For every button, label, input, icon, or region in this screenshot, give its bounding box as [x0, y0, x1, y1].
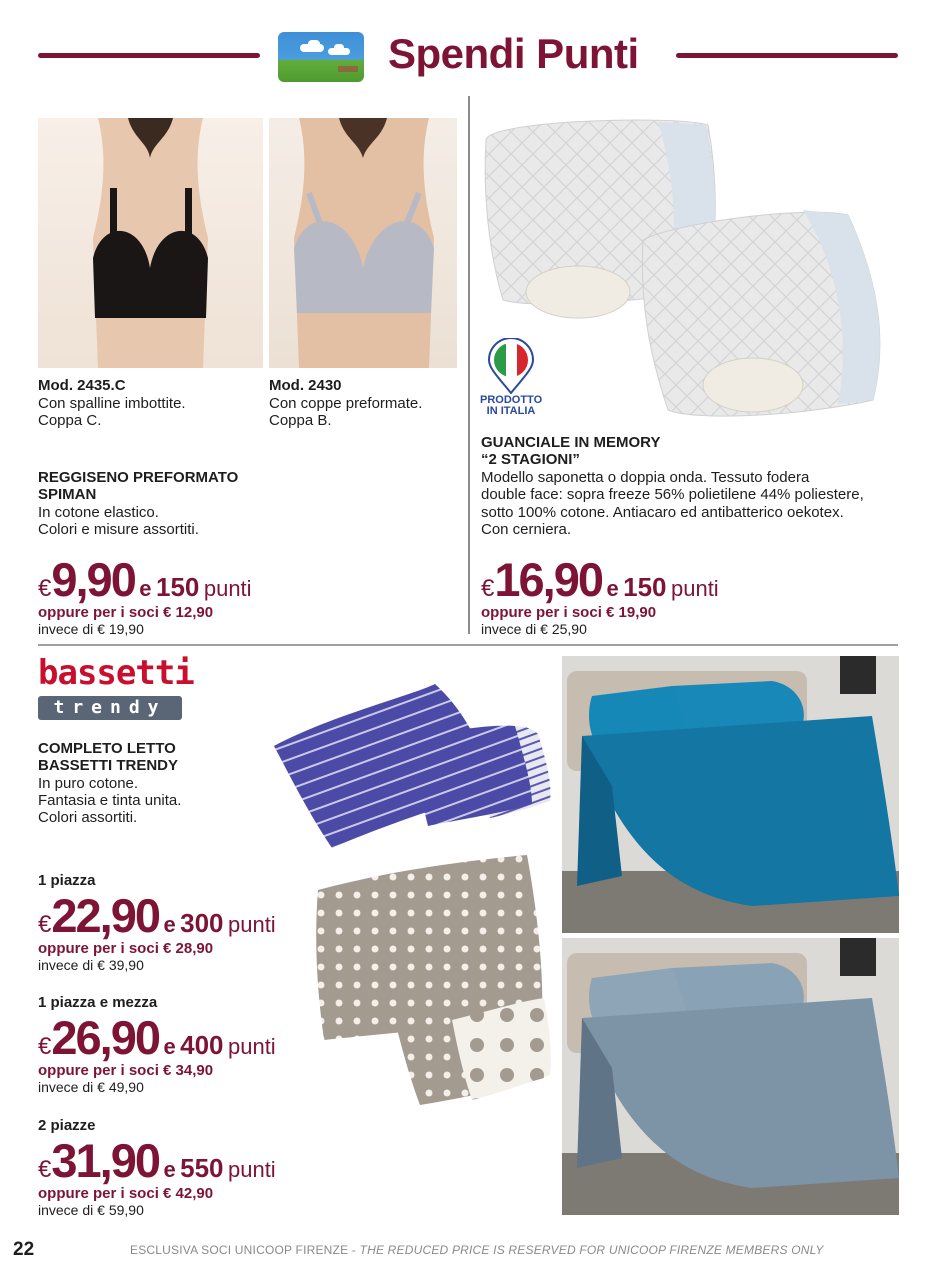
trendy-logo: trendy — [53, 697, 167, 718]
bra-model-1-line1: Con spalline imbottite. — [38, 395, 186, 412]
bra-desc-line1: In cotone elastico. — [38, 504, 159, 521]
footer-text: ESCLUSIVA SOCI UNICOOP FIRENZE - — [130, 1243, 360, 1257]
bra-price: 9,90 — [51, 553, 135, 606]
badge-line1: PRODOTTO — [480, 394, 543, 406]
variant-size: 1 piazza — [38, 872, 96, 889]
bra-black-photo — [38, 118, 263, 368]
variant-was-price: invece di € 39,90 — [38, 957, 144, 973]
bra-grey-photo — [269, 118, 457, 368]
points-label: punti — [227, 912, 276, 937]
bedding-title-line2: BASSETTI TRENDY — [38, 757, 179, 774]
variant-member-price: oppure per i soci € 42,90 — [38, 1185, 214, 1202]
grey-bed-photo — [562, 938, 899, 1215]
points-prefix: e — [163, 1034, 176, 1059]
bra-title-line2: SPIMAN — [38, 486, 97, 503]
pillow-desc-line4: Con cerniera. — [481, 521, 572, 538]
badge-line2: IN ITALIA — [486, 405, 536, 417]
points-prefix: e — [163, 1157, 176, 1182]
italy-flag-pin-icon — [487, 338, 535, 394]
variant-price-row — [38, 888, 276, 943]
variant-size: 2 piazze — [38, 1117, 96, 1134]
bra-model-2: Mod. 2430 — [269, 377, 342, 394]
points-label: punti — [227, 1157, 276, 1182]
pillow-price: 16,90 — [494, 553, 602, 606]
bedding-desc-line1: In puro cotone. — [38, 775, 139, 792]
currency-symbol: € — [38, 1156, 52, 1183]
pillow-was-price: invece di € 25,90 — [481, 621, 587, 637]
points-label: punti — [670, 576, 719, 601]
pillow-price-row — [481, 552, 719, 607]
bra-desc-line2: Colori e misure assortiti. — [38, 521, 199, 538]
pillow-member-price: oppure per i soci € 19,90 — [481, 604, 657, 621]
variant-price-row — [38, 1010, 276, 1065]
page-title: Spendi Punti — [388, 30, 639, 77]
pillow-title-line2: “2 STAGIONI” — [481, 451, 580, 468]
memory-pillow-photo — [478, 110, 908, 428]
footer-text-italic: THE REDUCED PRICE IS RESERVED FOR UNICOOP FIRENZE MEMBERS ONLY — [359, 1243, 824, 1257]
bra-model-1: Mod. 2435.C — [38, 377, 126, 394]
variant-member-price: oppure per i soci € 34,90 — [38, 1062, 214, 1079]
pillow-desc-line3: sotto 100% cotone. Antiacaro ed antibatterico oekotex. — [481, 504, 844, 521]
bra-model-2-line2: Coppa B. — [269, 412, 332, 429]
variant-price: 31,90 — [51, 1134, 159, 1187]
currency-symbol: € — [481, 575, 495, 602]
pillow-desc-line2: double face: sopra freeze 56% polietilene 44% poliestere, — [481, 486, 864, 503]
landscape-logo-icon — [278, 32, 364, 82]
bra-points: 150 — [156, 572, 200, 602]
striped-pillowcases-photo — [270, 676, 555, 852]
pillow-points: 150 — [623, 572, 667, 602]
page-number: 22 — [13, 1239, 35, 1260]
polka-dot-pillowcases-photo — [312, 850, 555, 1110]
variant-price: 22,90 — [51, 889, 159, 942]
variant-member-price: oppure per i soci € 28,90 — [38, 940, 214, 957]
footer-disclaimer — [130, 1243, 824, 1257]
points-label: punti — [227, 1034, 276, 1059]
points-prefix: e — [606, 576, 619, 601]
section-divider — [38, 644, 898, 646]
variant-points: 400 — [180, 1030, 224, 1060]
bedding-desc-line2: Fantasia e tinta unita. — [38, 792, 182, 809]
points-label: punti — [203, 576, 252, 601]
variant-was-price: invece di € 49,90 — [38, 1079, 144, 1095]
variant-size: 1 piazza e mezza — [38, 994, 158, 1011]
variant-points: 550 — [180, 1153, 224, 1183]
pillow-title-line1: GUANCIALE IN MEMORY — [481, 434, 661, 451]
header-rule-left — [38, 53, 260, 58]
points-prefix: e — [139, 576, 152, 601]
points-prefix: e — [163, 912, 176, 937]
variant-was-price: invece di € 59,90 — [38, 1202, 144, 1218]
variant-price: 26,90 — [51, 1011, 159, 1064]
currency-symbol: € — [38, 575, 52, 602]
bra-title-line1: REGGISENO PREFORMATO — [38, 469, 239, 486]
blue-bed-photo — [562, 656, 899, 933]
made-in-italy-label — [480, 395, 542, 417]
currency-symbol: € — [38, 1033, 52, 1060]
column-divider — [468, 96, 470, 634]
bedding-desc-line3: Colori assortiti. — [38, 809, 138, 826]
currency-symbol: € — [38, 911, 52, 938]
variant-points: 300 — [180, 908, 224, 938]
bra-model-2-line1: Con coppe preformate. — [269, 395, 423, 412]
bedding-title-line1: COMPLETO LETTO — [38, 740, 176, 757]
variant-price-row — [38, 1133, 276, 1188]
pillow-desc-line1: Modello saponetta o doppia onda. Tessuto fodera — [481, 469, 810, 486]
bassetti-logo: bassetti — [38, 653, 194, 693]
bra-model-1-line2: Coppa C. — [38, 412, 102, 429]
bra-was-price: invece di € 19,90 — [38, 621, 144, 637]
header-rule-right — [676, 53, 898, 58]
bra-price-row — [38, 552, 252, 607]
bra-member-price: oppure per i soci € 12,90 — [38, 604, 214, 621]
